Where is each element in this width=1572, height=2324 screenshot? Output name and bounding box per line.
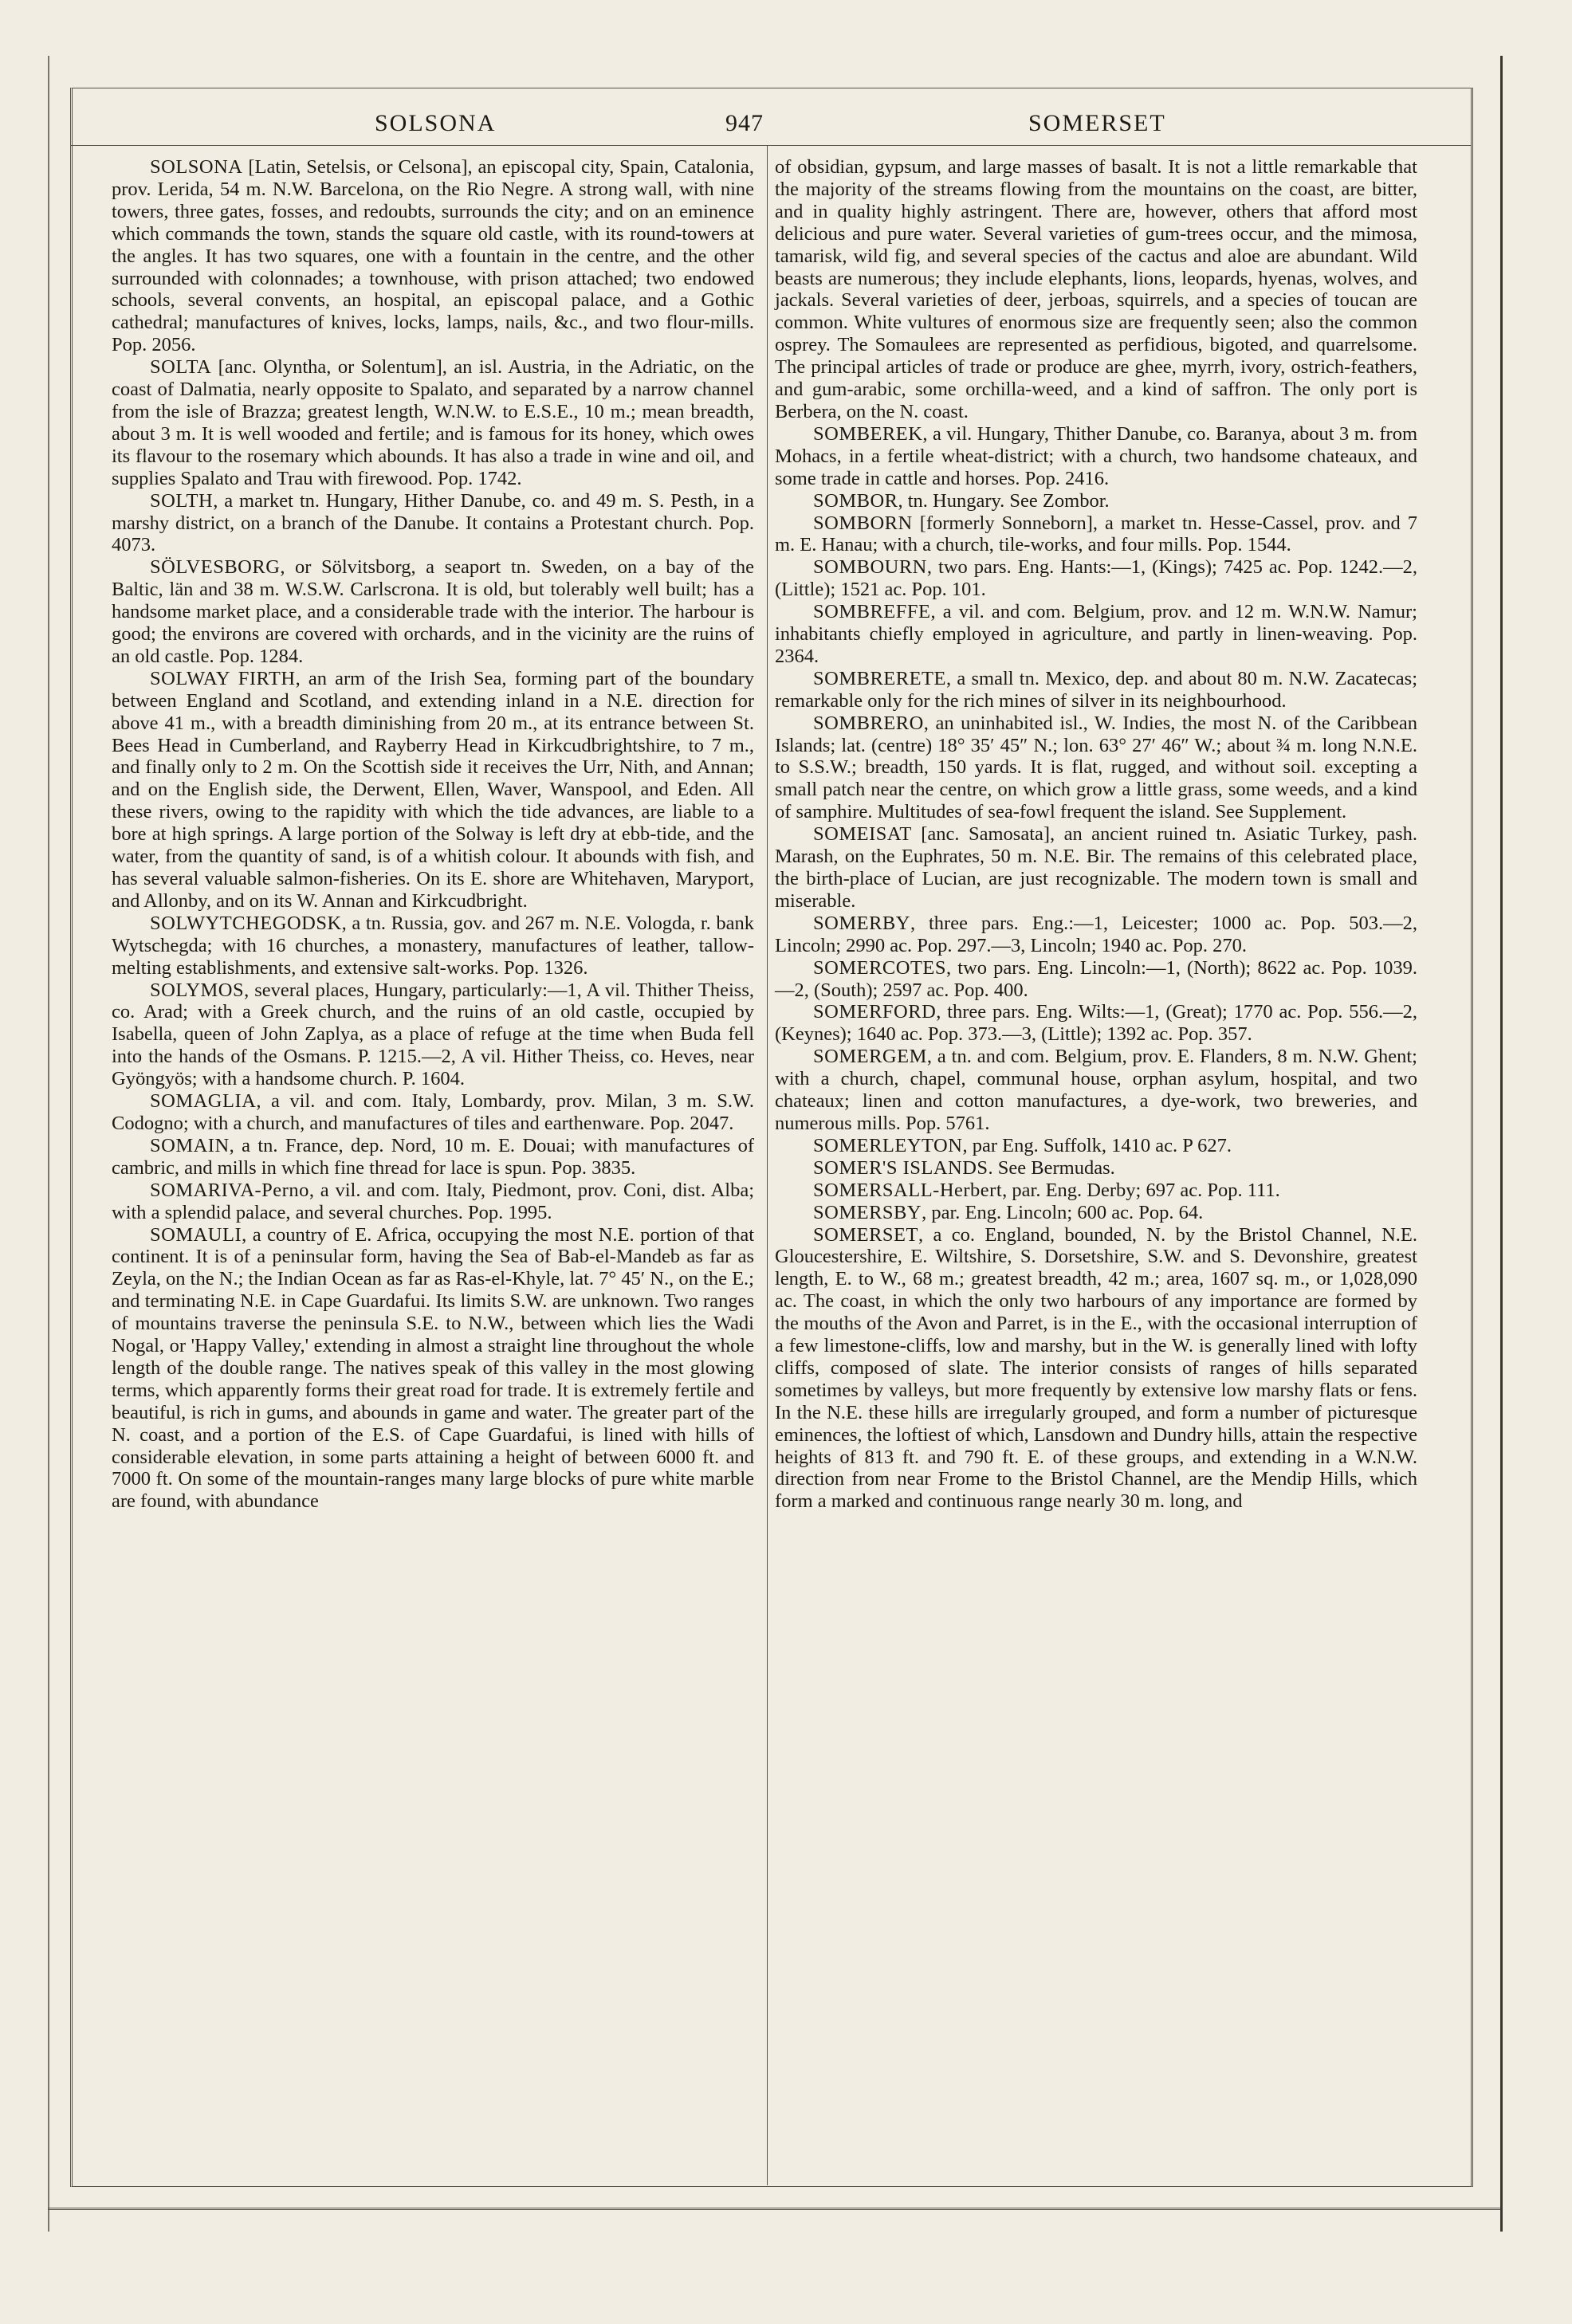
entry-text: , a country of E. Africa, occupying the most N.E. portion of that continent. It is of a peninsular form, having the Sea of Bab-el-Mandeb as far as Zeyla, on the N.; the Indian Ocean as far as Ras-el-Khyle, lat. 7° 45′ N., on the E.; and terminating N.E. in Cape Guardafui. Its limits S.W. are unknown. Two ranges of mountains traverse the peninsula S.E. to N.W., between which lies the Wadi Nogal, or 'Happy Valley,' extending in almost a straight line throughout the whole length of the double range. The natives speak of this valley in the most glowing terms, which apparently forms their great road for trade. It is extremely fertile and beautiful, is rich in gums, and abounds in game and water. The greater part of the N. coast, and a portion of the E.S. of Cape Guardafui, is lined with hills of considerable elevation, in some parts attaining a height of between 6000 ft. and 7000 ft. On some of the mountain-ranges many large blocks of pure white marble are found, with abundance <box>112 1223 754 1513</box>
entry-text: , a market tn. Hungary, Hither Danube, co. and 49 m. S. Pesth, in a marshy district, on a branch of the Danube. It contains a Protestant church. Pop. 4073. <box>112 489 754 556</box>
entry-text: , a co. England, bounded, N. by the Bristol Channel, N.E. Gloucestershire, E. Wiltshire, S. Dorsetshire, S.W. and S. Devonshire, greatest length, E. to W., 68 m.; greatest breadth, 42 m.; area, 1607 sq. m., or 1,028,090 ac. The coast, in which the only two harbours of any importance are formed by the mouths of the Avon and Parret, is in the E., with the occasional interruption of a few limestone-cliffs, low and marshy, but in the W. is generally lined with lofty cliffs, composed of slate. The interior consists of ranges of hills separated sometimes by valleys, but more frequently by extensive low marshy flats or fens. In the N.E. these hills are irregularly grouped, and form a number of picturesque eminences, the loftiest of which, Lansdown and Dundry hills, attain the respective heights of 813 ft. and 790 ft. E. of these groups, and extending in a W.N.W. direction from near Frome to the Bristol Channel, are the Mendip Hills, which form a marked and continuous range nearly 30 m. long, and <box>775 1223 1417 1513</box>
entry-headword: SOMERLEYTON <box>813 1134 963 1156</box>
entry <box>775 713 1417 824</box>
entry-text: , two pars. Eng. Hants:—1, (Kings); 7425 ac. Pop. 1242.—2, (Little); 1521 ac. Pop. 101. <box>775 556 1417 601</box>
entry-text: , several places, Hungary, particularly:—1, A vil. Thither Theiss, co. Arad; with a Greek church, and the ruins of an old castle, occupied by Isabella, queen of John Zaplya, as a place of refuge at the time when Buda fell into the hands of the Osmans. P. 1215.—2, A vil. Hither Theiss, co. Heves, near Gyöngyös; with a handsome church. P. 1604. <box>112 979 754 1090</box>
entry-text: , an arm of the Irish Sea, forming part of the boundary between England and Scotland, and extending inland in a N.E. direction for above 41 m., with a breadth diminishing from 20 m., at its entrance between St. Bees Head in Cumberland, and Rayberry Head in Kirkcudbrightshire, to 7 m., and finally only to 2 m. On the Scottish side it receives the Urr, Nith, and Annan; and on the English side, the Derwent, Ellen, Waver, Wanspool, and Eden. All these rivers, owing to the rapidity with which the tide advances, are liable to a bore at high springs. A large portion of the Solway is left dry at ebb-tide, and the water, from the quantity of sand, is of a whitish colour. It abounds with fish, and has several valuable salmon-fisheries. On its E. shore are Whitehaven, Maryport, and Allonby, and on its W. Annan and Kirkcudbright. <box>112 667 755 912</box>
entry <box>112 668 754 913</box>
entry <box>775 668 1417 713</box>
page-number: 947 <box>725 110 764 136</box>
entry-headword: SOMER'S ISLANDS <box>813 1156 988 1179</box>
entry-headword: SOMERSALL-Herbert <box>813 1179 1003 1201</box>
entry <box>112 1224 754 1513</box>
entry-headword: SOMAIN <box>150 1134 230 1156</box>
entry-text: , a tn. and com. Belgium, prov. E. Flanders, 8 m. N.W. Ghent; with a church, chapel, communal house, orphan asylum, hospital, and two chateaux; linen and cotton manufactures, a dye-work, two breweries, and numerous mills. Pop. 5761. <box>775 1046 1417 1134</box>
entry-text: , three pars. Eng. Wilts:—1, (Great); 1770 ac. Pop. 556.—2, (Keynes); 1640 ac. Pop. 373.—3, (Little); 1392 ac. Pop. 357. <box>775 1001 1417 1046</box>
entry-text: [anc. Olyntha, or Solentum], an isl. Austria, in the Adriatic, on the coast of Dalmatia, nearly opposite to Spalato, and separated by a narrow channel from the isle of Brazza; greatest length, W.N.W. to E.S.E., 10 m.; mean breadth, about 3 m. It is well wooded and fertile; and is famous for its honey, which owes its flavour to the rosemary which abounds. It has also a trade in wine and oil, and supplies Spalato and Trau with firewood. Pop. 1742. <box>112 356 754 489</box>
right-column <box>775 156 1417 1513</box>
entry-text: , a vil. and com. Belgium, prov. and 12 m. W.N.W. Namur; inhabitants chiefly employed in agriculture, and partly in linen-weaving. Pop. 2364. <box>775 601 1417 667</box>
entry <box>112 1180 754 1224</box>
entry-text: , two pars. Eng. Lincoln:—1, (North); 8622 ac. Pop. 1039.—2, (South); 2597 ac. Pop. 400. <box>775 956 1417 1001</box>
header-left-word: SOLSONA <box>375 110 497 136</box>
entry-continuation <box>775 156 1417 423</box>
entry-text: , three pars. Eng.:—1, Leicester; 1000 ac. Pop. 503.—2, Lincoln; 2990 ac. Pop. 297.—3, Lincoln; 1940 ac. Pop. 270. <box>775 912 1417 956</box>
entry <box>775 1001 1417 1046</box>
entry-headword: SOMBEREK <box>813 422 923 445</box>
column-divider <box>767 145 768 2185</box>
entry <box>775 1135 1417 1157</box>
entry <box>112 979 754 1091</box>
header-rule <box>70 145 1471 146</box>
entry-headword: SOMBRERO <box>813 712 924 734</box>
entry-text: , a tn. Russia, gov. and 267 m. N.E. Vologda, r. bank Wytschegda; with 16 churches, a monastery, manufactures of leather, tallow-melting establishments, and extensive salt-works. Pop. 1326. <box>112 912 754 979</box>
entry-text: [formerly Sonneborn], a market tn. Hesse-Cassel, prov. and 7 m. E. Hanau; with a church, tile-works, and four mills. Pop. 1544. <box>775 512 1417 556</box>
entry <box>112 156 754 356</box>
entry-headword: SOMERSBY <box>813 1201 922 1223</box>
entry <box>775 957 1417 1002</box>
entry-text: , a vil. Hungary, Thither Danube, co. Baranya, about 3 m. from Mohacs, in a fertile wheat-district; with a church, two handsome chateaux, and some trade in cattle and horses. Pop. 2416. <box>775 422 1417 489</box>
entry <box>112 1090 754 1135</box>
entry <box>112 913 754 979</box>
entry-headword: SOMERFORD <box>813 1001 937 1023</box>
entry-headword: SOMARIVA-Perno <box>150 1179 309 1201</box>
entry-text: , par. Eng. Derby; 697 ac. Pop. 111. <box>1002 1179 1280 1201</box>
entry <box>775 1180 1417 1202</box>
entry <box>775 1046 1417 1135</box>
entry-headword: SOMAULI <box>150 1223 242 1246</box>
entry <box>775 601 1417 668</box>
entry-text: , tn. Hungary. See Zombor. <box>898 489 1110 512</box>
entry-headword: SÖLVESBORG <box>150 556 281 579</box>
entry <box>775 1157 1417 1180</box>
entry-text: , a tn. France, dep. Nord, 10 m. E. Douai; with manufactures of cambric, and mills in which fine thread for lace is spun. Pop. 3835. <box>112 1134 754 1179</box>
bottom-rule <box>48 2208 1500 2210</box>
entry <box>775 556 1417 601</box>
entry <box>775 423 1417 490</box>
entry-headword: SOMAGLIA <box>150 1090 257 1113</box>
entry <box>112 356 754 489</box>
entry <box>112 1135 754 1180</box>
entry-text: , a small tn. Mexico, dep. and about 80 m. N.W. Zacatecas; remarkable only for the rich mines of silver in its neighbourhood. <box>775 667 1417 712</box>
running-header <box>112 102 1419 147</box>
entry-text: , or Sölvitsborg, a seaport tn. Sweden, on a bay of the Baltic, län and 38 m. W.S.W. Carlscrona. It is old, but tolerably well built; has a handsome market place, and a considerable trade with the interior. The harbour is good; the environs are covered with orchards, and in the vicinity are the ruins of an old castle. Pop. 1284. <box>112 556 754 667</box>
entry-headword: SOLTA <box>150 356 212 379</box>
entry-headword: SOLWYTCHEGODSK <box>150 912 342 934</box>
entry <box>775 512 1417 557</box>
entry-headword: SOMERBY <box>813 912 910 934</box>
entry <box>112 556 754 668</box>
entry-text: of obsidian, gypsum, and large masses of basalt. It is not a little remarkable that the majority of the streams flowing from the mountains on the coast, are bitter, and in quality highly astringent. There are, however, others that afford most delicious and pure water. Several varieties of gum-trees occur, and the mimosa, tamarisk, wild fig, and several species of the cactus and aloe are abundant. Wild beasts are numerous; they include elephants, lions, leopards, hyenas, wolves, and jackals. Several varieties of deer, jerboas, squirrels, and a species of toucan are common. White vultures of enormous size are frequently seen; also the common osprey. The Somaulees are represented as perfidious, bigoted, and quarrelsome. The principal articles of trade or produce are ghee, myrrh, ivory, ostrich-feathers, and gum-arabic, some orchilla-weed, and a kind of saffron. The only port is Berbera, on the N. coast. <box>775 156 1417 422</box>
entry-headword: SOMERSET <box>813 1223 918 1246</box>
entry <box>775 1202 1417 1224</box>
entry-text: , par Eng. Suffolk, 1410 ac. P 627. <box>962 1134 1232 1156</box>
entry-headword: SOMBOURN <box>813 556 927 579</box>
entry-headword: SOMERGEM <box>813 1046 927 1068</box>
entry <box>775 1224 1417 1513</box>
entry-headword: SOMBOR <box>813 489 898 512</box>
entry-text: , a vil. and com. Italy, Lombardy, prov. Milan, 3 m. S.W. Codogno; with a church, and manufactures of tiles and earthenware. Pop. 2047. <box>112 1090 754 1134</box>
entry <box>775 490 1417 512</box>
entry-headword: SOLTH <box>150 489 214 512</box>
entry <box>775 823 1417 913</box>
left-column <box>112 156 754 1513</box>
entry-text: , an uninhabited isl., W. Indies, the most N. of the Caribbean Islands; lat. (centre) 18° 35′ 45″ N.; lon. 63° 27′ 46″ W.; about ¾ m. long N.N.E. to S.S.W.; breadth, 150 yards. It is flat, rugged, and without soil. excepting a small patch near the centre, on which grow a little grass, some weeds, and a kind of samphire. Multitudes of sea-fowl frequent the island. See Supplement. <box>775 712 1417 823</box>
entry-headword: SOMBORN <box>813 512 913 534</box>
entry-text: , a vil. and com. Italy, Piedmont, prov. Coni, dist. Alba; with a splendid palace, and several churches. Pop. 1995. <box>112 1179 754 1223</box>
entry <box>112 490 754 557</box>
entry <box>775 913 1417 957</box>
entry-text: [Latin, Setelsis, or Celsona], an episcopal city, Spain, Catalonia, prov. Lerida, 54 m. N.W. Barcelona, on the Rio Negre. A strong wall, with nine towers, three gates, fosses, and redoubts, surrounds the city; and on an eminence which commands the town, stands the square old castle, with its round-towers at the angles. It has two squares, one with a fountain in the centre, and the other surrounded with colonnades; a townhouse, with prison attached; two endowed schools, several convents, an hospital, an episcopal palace, and a Gothic cathedral; manufactures of knives, locks, lamps, nails, &c., and two flour-mills. Pop. 2056. <box>112 156 754 356</box>
entry-headword: SOMERCOTES <box>813 956 947 979</box>
entry-text: . See Bermudas. <box>988 1156 1115 1179</box>
entry-text: [anc. Samosata], an ancient ruined tn. Asiatic Turkey, pash. Marash, on the Euphrates, 50 m. N.E. Bir. The remains of this celebrated place, the birth-place of Lucian, are just recognizable. The modern town is small and miserable. <box>775 823 1417 912</box>
header-right-word: SOMERSET <box>1028 110 1166 136</box>
entry-headword: SOMEISAT <box>813 823 912 846</box>
entry-headword: SOLSONA <box>150 156 243 178</box>
entry-text: , par. Eng. Lincoln; 600 ac. Pop. 64. <box>922 1201 1204 1223</box>
entry-headword: SOLYMOS <box>150 979 245 1001</box>
entry-headword: SOLWAY FIRTH <box>150 667 296 689</box>
entry-headword: SOMBRERETE <box>813 667 946 689</box>
entry-headword: SOMBREFFE <box>813 601 931 623</box>
